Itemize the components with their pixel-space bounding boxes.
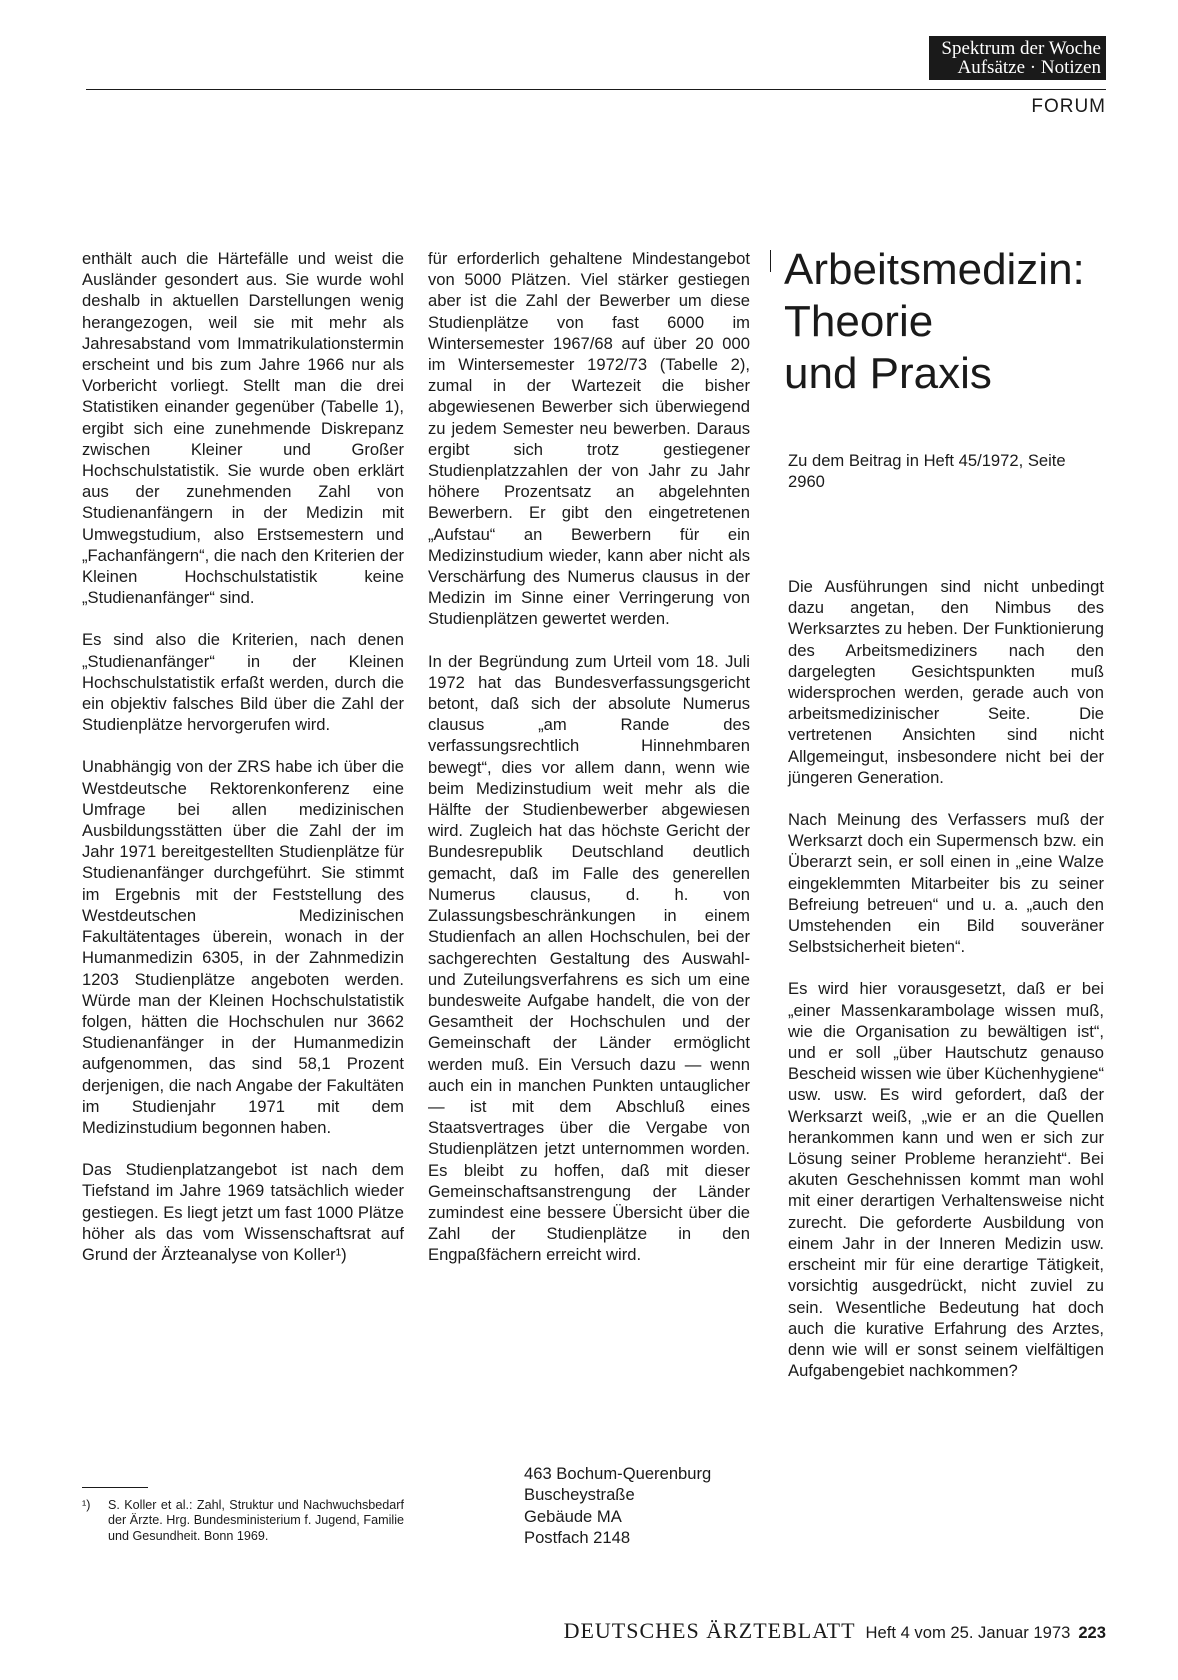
paragraph: enthält auch die Härtefälle und weist die Ausländer gesondert aus. Sie wurde wohl deshalb in aktuellen Darstellungen wenig herangezogen, weil sie mit mehr als Jahresabstand vom Immatrikulationstermin erscheint und bis zum Jahre 1966 nur als Vorbericht vorliegt. Stellt man die drei Statistiken einander gegenüber (Tabelle 1), ergibt sich eine zunehmende Diskrepanz zwischen Kleiner und Großer Hochschulstatistik. Sie wurde oben erklärt aus der zunehmenden Zahl von Studienanfängern in der Medizin mit Umwegstudium, also Erstsemestern und „Fachanfängern“, die nach den Kriterien der Kleinen Hochschulstatistik keine „Studienanfänger“ sind. bbox=[82, 249, 404, 608]
author-address bbox=[524, 1463, 754, 1549]
paragraph: für erforderlich gehaltene Mindestangebot von 5000 Plätzen. Viel stärker gestiegen aber ist die Zahl der Bewerber um diese Studienplätze von fast 6000 im Wintersemester 1967/68 auf über 20 000 im Wintersemester 1972/73 (Tabelle 2), zumal in der Wartezeit die bisher abgewiesenen Bewerber sich überwiegend zu jedem Semester neu bewerben. Daraus ergibt sich trotz gestiegener Studienplatzzahlen der von Jahr zu Jahr höhere Prozentsatz an abgelehnten Bewerbern. Er gibt den eingetretenen „Aufstau“ an Bewerbern für ein Medizinstudium wieder, kann aber nicht als Verschärfung des Numerus clausus in der Medizin im Sinne einer Verringerung von Studienplätzen gewertet werden. bbox=[428, 249, 750, 629]
text-column-1 bbox=[82, 248, 404, 1265]
paragraph: Unabhängig von der ZRS habe ich über die Westdeutsche Rektorenkonferenz eine Umfrage bei allen medizinischen Ausbildungsstätten über die Zahl der im Jahr 1971 bereitgestellten Studienplätze für Studienanfänger durchgeführt. Sie stimmt im Ergebnis mit der Feststellung des Westdeutschen Medizinischen Fakultätentages überein, wonach in der Humanmedizin 6305, in der Zahnmedizin 1203 Studienplätze angeboten werden. Würde man der Kleinen Hochschulstatistik folgen, hätten die Hochschulen nur 3662 Studienanfänger in der Humanmedizin aufgenommen, das sind 58,1 Prozent derjenigen, die nach Angabe der Fakultäten im Studienjahr 1971 mit dem Medizinstudium begonnen haben. bbox=[82, 757, 404, 1137]
title-line-1: Arbeitsmedizin: bbox=[784, 245, 1085, 294]
issue-info: Heft 4 vom 25. Januar 1973 bbox=[865, 1623, 1071, 1642]
paragraph: Nach Meinung des Verfassers muß der Werksarzt doch ein Supermensch bzw. ein Überarzt sein, er soll einen in „eine Walze eingeklemmten Mitarbeiter bis zu seiner Befreiung betreuen“ und u. a. „auch den Umstehenden ein Bild souveräner Selbstsicherheit bieten“. bbox=[788, 810, 1104, 957]
footnote-text: S. Koller et al.: Zahl, Struktur und Nachwuchsbedarf der Ärzte. Hrg. Bundesministerium f. Jugend, Familie und Gesundheit. Bonn 1969. bbox=[108, 1498, 404, 1543]
title-line-2: Theorie bbox=[784, 297, 934, 346]
address-line: Gebäude MA bbox=[524, 1506, 622, 1526]
paragraph: Das Studienplatzangebot ist nach dem Tiefstand im Jahre 1969 tatsächlich wieder gestiegen. Es liegt jetzt um fast 1000 Plätze höher als das vom Wissenschaftsrat auf Grund der Ärzteanalyse von Koller¹) bbox=[82, 1160, 404, 1264]
text-column-3 bbox=[788, 576, 1104, 1381]
address-line: Buscheystraße bbox=[524, 1485, 635, 1505]
section-badge bbox=[929, 36, 1106, 80]
badge-line-2: Aufsätze · Notizen bbox=[957, 57, 1101, 78]
page-number: 223 bbox=[1078, 1623, 1106, 1642]
column-divider bbox=[770, 250, 771, 272]
paragraph: Es sind also die Kriterien, nach denen „Studienanfänger“ in der Kleinen Hochschulstatistik erfaßt werden, durch die ein objektiv falsches Bild über die Zahl der Studienplätze hervorgerufen wird. bbox=[82, 630, 404, 735]
footnote bbox=[82, 1498, 404, 1544]
page-footer bbox=[564, 1618, 1106, 1644]
section-label: FORUM bbox=[1031, 96, 1106, 117]
address-line: Postfach 2148 bbox=[524, 1528, 631, 1548]
title-line-3: und Praxis bbox=[784, 349, 992, 398]
paragraph: Es wird hier vorausgesetzt, daß er bei „einer Massenkarambolage wissen muß, wie die Organisation zu bewältigen ist“, und er soll „über Hautschutz genauso Bescheid wissen wie über Küchenhygiene“ usw. usw. Es wird gefordert, daß der Werksarzt weiß, „wie er an die Quellen herankommen kann und wen er sich zur Lösung seiner Probleme heranzieht“. Bei akuten Geschehnissen kommt man wohl mit einer derartigen Verhaltensweise nicht zurecht. Die geforderte Ausbildung von einem Jahr in der Inneren Medizin usw. erscheint mir für eine derartige Tätigkeit, vorsichtig ausgedrückt, nicht zuviel zu sein. Wesentliche Bedeutung hat doch auch die kurative Erfahrung des Arztes, denn wie will er sonst seinem vielfältigen Aufgabengebiet nachkommen? bbox=[788, 979, 1104, 1381]
paragraph: In der Begründung zum Urteil vom 18. Juli 1972 hat das Bundesverfassungsgericht betont, daß sich der absolute Numerus clausus „am Rande des verfassungsrechtlich Hinnehmbaren bewegt“, dies vor allem dann, wenn wie beim Medizinstudium weit mehr als die Hälfte der Studienbewerber abgewiesen wird. Zugleich hat das höchste Gericht der Bundesrepublik Deutschland deutlich gemacht, daß im Falle des generellen Numerus clausus, d. h. von Zulassungsbeschränkungen in einem Studienfach an allen Hochschulen, bei der sachgerechten Gestaltung des Auswahl- und Zuteilungsverfahrens es sich um eine bundesweite Aufgabe handelt, die von der Gesamtheit der Hochschulen und der Gemeinschaft der Länder ermöglicht werden muß. Ein Versuch dazu — wenn auch ein in manchen Punkten untauglicher — ist mit dem Abschluß eines Staatsvertrages über die Vergabe von Studienplätzen jetzt unternommen worden. Es bleibt zu hoffen, daß mit dieser Gemeinschaftsanstrengung der Länder zumindest eine bessere Übersicht über die Zahl der Studienplätze in den Engpaßfächern erreicht wird. bbox=[428, 651, 750, 1265]
footnote-rule bbox=[82, 1487, 148, 1488]
article-reference: Zu dem Beitrag in Heft 45/1972, Seite 2960 bbox=[788, 451, 1066, 492]
badge-line-1: Spektrum der Woche bbox=[941, 38, 1101, 59]
header-rule bbox=[86, 89, 1106, 90]
paragraph: Die Ausführungen sind nicht unbedingt dazu angetan, den Nimbus des Werksarztes zu heben. Der Funktionierung des Arbeitsmediziners nach den dargelegten Gesichtspunkten muß widersprochen werden, gerade auch von arbeitsmedizinischer Seite. Die vertretenen Ansichten sind nicht Allgemeingut, insbesondere nicht bei der jüngeren Generation. bbox=[788, 577, 1104, 787]
footnote-mark: ¹) bbox=[82, 1498, 91, 1512]
journal-name: DEUTSCHES ÄRZTEBLATT bbox=[563, 1618, 856, 1643]
address-line: 463 Bochum-Querenburg bbox=[524, 1464, 712, 1483]
text-column-2 bbox=[428, 248, 750, 1266]
article-title bbox=[784, 244, 1114, 400]
